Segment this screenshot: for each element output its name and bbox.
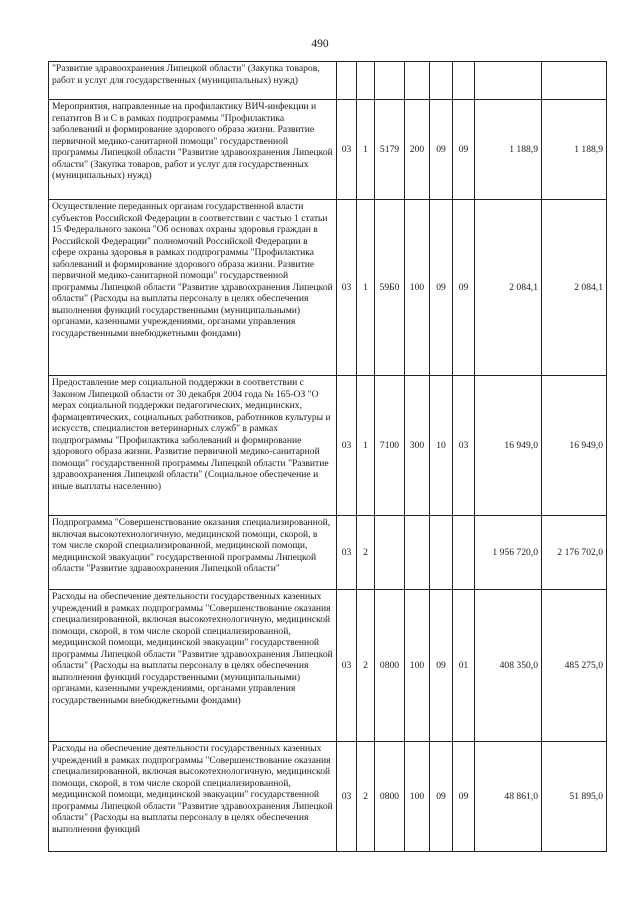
row-description: Расходы на обеспечение деятельности государственных казенных учреждений в рамках подпрограммы "Совершенствование оказания специализированной, включая высокотехнологичную, медицинской помощи, скорой, в том числе скорой специализированной, медицинской помощи, медицинской эвакуации" государственной программы Липецкой области "Развитие здравоохранения Липецкой области" (Расходы на выплаты персоналу в целях обеспечения выполнения функций xyxy=(49,742,337,852)
cell-section: 09 xyxy=(430,200,453,376)
cell-sum-year-1: 1 188,9 xyxy=(475,100,542,200)
cell-sum-year-2: 2 084,1 xyxy=(542,200,607,376)
cell-direction-code xyxy=(375,62,405,100)
cell-program: 03 xyxy=(337,376,357,516)
cell-subsection xyxy=(453,62,475,100)
table-row xyxy=(49,516,607,590)
cell-sum-year-1: 16 949,0 xyxy=(475,376,542,516)
table-row xyxy=(49,590,607,742)
cell-direction-code: 59Б0 xyxy=(375,200,405,376)
row-description: Расходы на обеспечение деятельности государственных казенных учреждений в рамках подпрограммы "Совершенствование оказания специализированной, включая высокотехнологичную, медицинской помощи, скорой, в том числе скорой специализированной, медицинской помощи, медицинской эвакуации" государственной программы Липецкой области "Развитие здравоохранения Липецкой области" (Расходы на выплаты персоналу в целях обеспечения выполнения функций государственными (муниципальными) органами, казенными учреждениями, органами управления государственными внебюджетными фондами) xyxy=(49,590,337,742)
row-description: Мероприятия, направленные на профилактику ВИЧ-инфекции и гепатитов В и С в рамках подпрограммы "Профилактика заболеваний и формирование здорового образа жизни. Развитие первичной медико-санитарной помощи" государственной программы Липецкой области "Развитие здравоохранения Липецкой области" (Закупка товаров, работ и услуг для государственных (муниципальных) нужд) xyxy=(49,100,337,200)
cell-program: 03 xyxy=(337,200,357,376)
cell-expense-type: 300 xyxy=(405,376,430,516)
cell-section: 10 xyxy=(430,376,453,516)
cell-sum-year-2 xyxy=(542,62,607,100)
cell-direction-code: 7100 xyxy=(375,376,405,516)
cell-program xyxy=(337,62,357,100)
cell-expense-type: 200 xyxy=(405,100,430,200)
cell-subsection: 09 xyxy=(453,200,475,376)
cell-direction-code xyxy=(375,516,405,590)
cell-section xyxy=(430,62,453,100)
table-row xyxy=(49,62,607,100)
cell-subprogram: 1 xyxy=(357,100,375,200)
cell-subprogram: 2 xyxy=(357,590,375,742)
cell-subsection: 09 xyxy=(453,742,475,852)
cell-subprogram: 2 xyxy=(357,742,375,852)
table-row xyxy=(49,100,607,200)
cell-sum-year-2: 485 275,0 xyxy=(542,590,607,742)
cell-direction-code: 0800 xyxy=(375,590,405,742)
cell-program: 03 xyxy=(337,516,357,590)
cell-sum-year-1 xyxy=(475,62,542,100)
cell-section: 09 xyxy=(430,590,453,742)
cell-program: 03 xyxy=(337,100,357,200)
cell-sum-year-1: 1 956 720,0 xyxy=(475,516,542,590)
cell-expense-type: 100 xyxy=(405,590,430,742)
row-description: Предоставление мер социальной поддержки в соответствии с Законом Липецкой области от 30 декабря 2004 года № 165-ОЗ "О мерах социальной поддержки педагогических, медицинских, фармацевтических, социальных работников, работников культуры и искусств, специалистов ветеринарных служб" в рамках подпрограммы "Профилактика заболеваний и формирование здорового образа жизни. Развитие первичной медико-санитарной помощи" государственной программы Липецкой области "Развитие здравоохранения Липецкой области" (Социальное обеспечение и иные выплаты населению) xyxy=(49,376,337,516)
cell-subprogram: 2 xyxy=(357,516,375,590)
cell-subprogram xyxy=(357,62,375,100)
cell-expense-type: 100 xyxy=(405,200,430,376)
cell-sum-year-2: 51 895,0 xyxy=(542,742,607,852)
cell-sum-year-1: 2 084,1 xyxy=(475,200,542,376)
cell-subsection: 09 xyxy=(453,100,475,200)
cell-expense-type xyxy=(405,62,430,100)
cell-direction-code: 0800 xyxy=(375,742,405,852)
table-row xyxy=(49,376,607,516)
cell-sum-year-2: 16 949,0 xyxy=(542,376,607,516)
cell-sum-year-2: 2 176 702,0 xyxy=(542,516,607,590)
row-description: "Развитие здравоохранения Липецкой области" (Закупка товаров, работ и услуг для государственных (муниципальных) нужд) xyxy=(49,62,337,100)
budget-table xyxy=(48,61,607,852)
cell-program: 03 xyxy=(337,590,357,742)
page-number: 490 xyxy=(311,38,329,50)
row-description: Осуществление переданных органам государственной власти субъектов Российской Федерации в соответствии с частью 1 статьи 15 Федерального закона "Об основах охраны здоровья граждан в Российской Федерации" полномочий Российской Федерации в сфере охраны здоровья в рамках подпрограммы "Профилактика заболеваний и формирование здорового образа жизни. Развитие первичной медико-санитарной помощи" государственной программы Липецкой области "Развитие здравоохранения Липецкой области" (Расходы на выплаты персоналу в целях обеспечения выполнения функций государственными (муниципальными) органами, казенными учреждениями, органами управления государственными внебюджетными фондами) xyxy=(49,200,337,376)
table-row xyxy=(49,742,607,852)
table-row xyxy=(49,200,607,376)
cell-sum-year-1: 48 861,0 xyxy=(475,742,542,852)
cell-section xyxy=(430,516,453,590)
cell-section: 09 xyxy=(430,100,453,200)
cell-subprogram: 1 xyxy=(357,376,375,516)
cell-subsection: 03 xyxy=(453,376,475,516)
cell-subprogram: 1 xyxy=(357,200,375,376)
cell-program: 03 xyxy=(337,742,357,852)
cell-expense-type: 100 xyxy=(405,742,430,852)
cell-sum-year-2: 1 188,9 xyxy=(542,100,607,200)
cell-expense-type xyxy=(405,516,430,590)
cell-direction-code: 5179 xyxy=(375,100,405,200)
cell-section: 09 xyxy=(430,742,453,852)
cell-subsection xyxy=(453,516,475,590)
cell-sum-year-1: 408 350,0 xyxy=(475,590,542,742)
cell-subsection: 01 xyxy=(453,590,475,742)
row-description: Подпрограмма "Совершенствование оказания специализированной, включая высокотехнологичную, медицинской помощи, скорой, в том числе скорой специализированной, медицинской помощи, медицинской эвакуации" государственной программы Липецкой области "Развитие здравоохранения Липецкой области" xyxy=(49,516,337,590)
